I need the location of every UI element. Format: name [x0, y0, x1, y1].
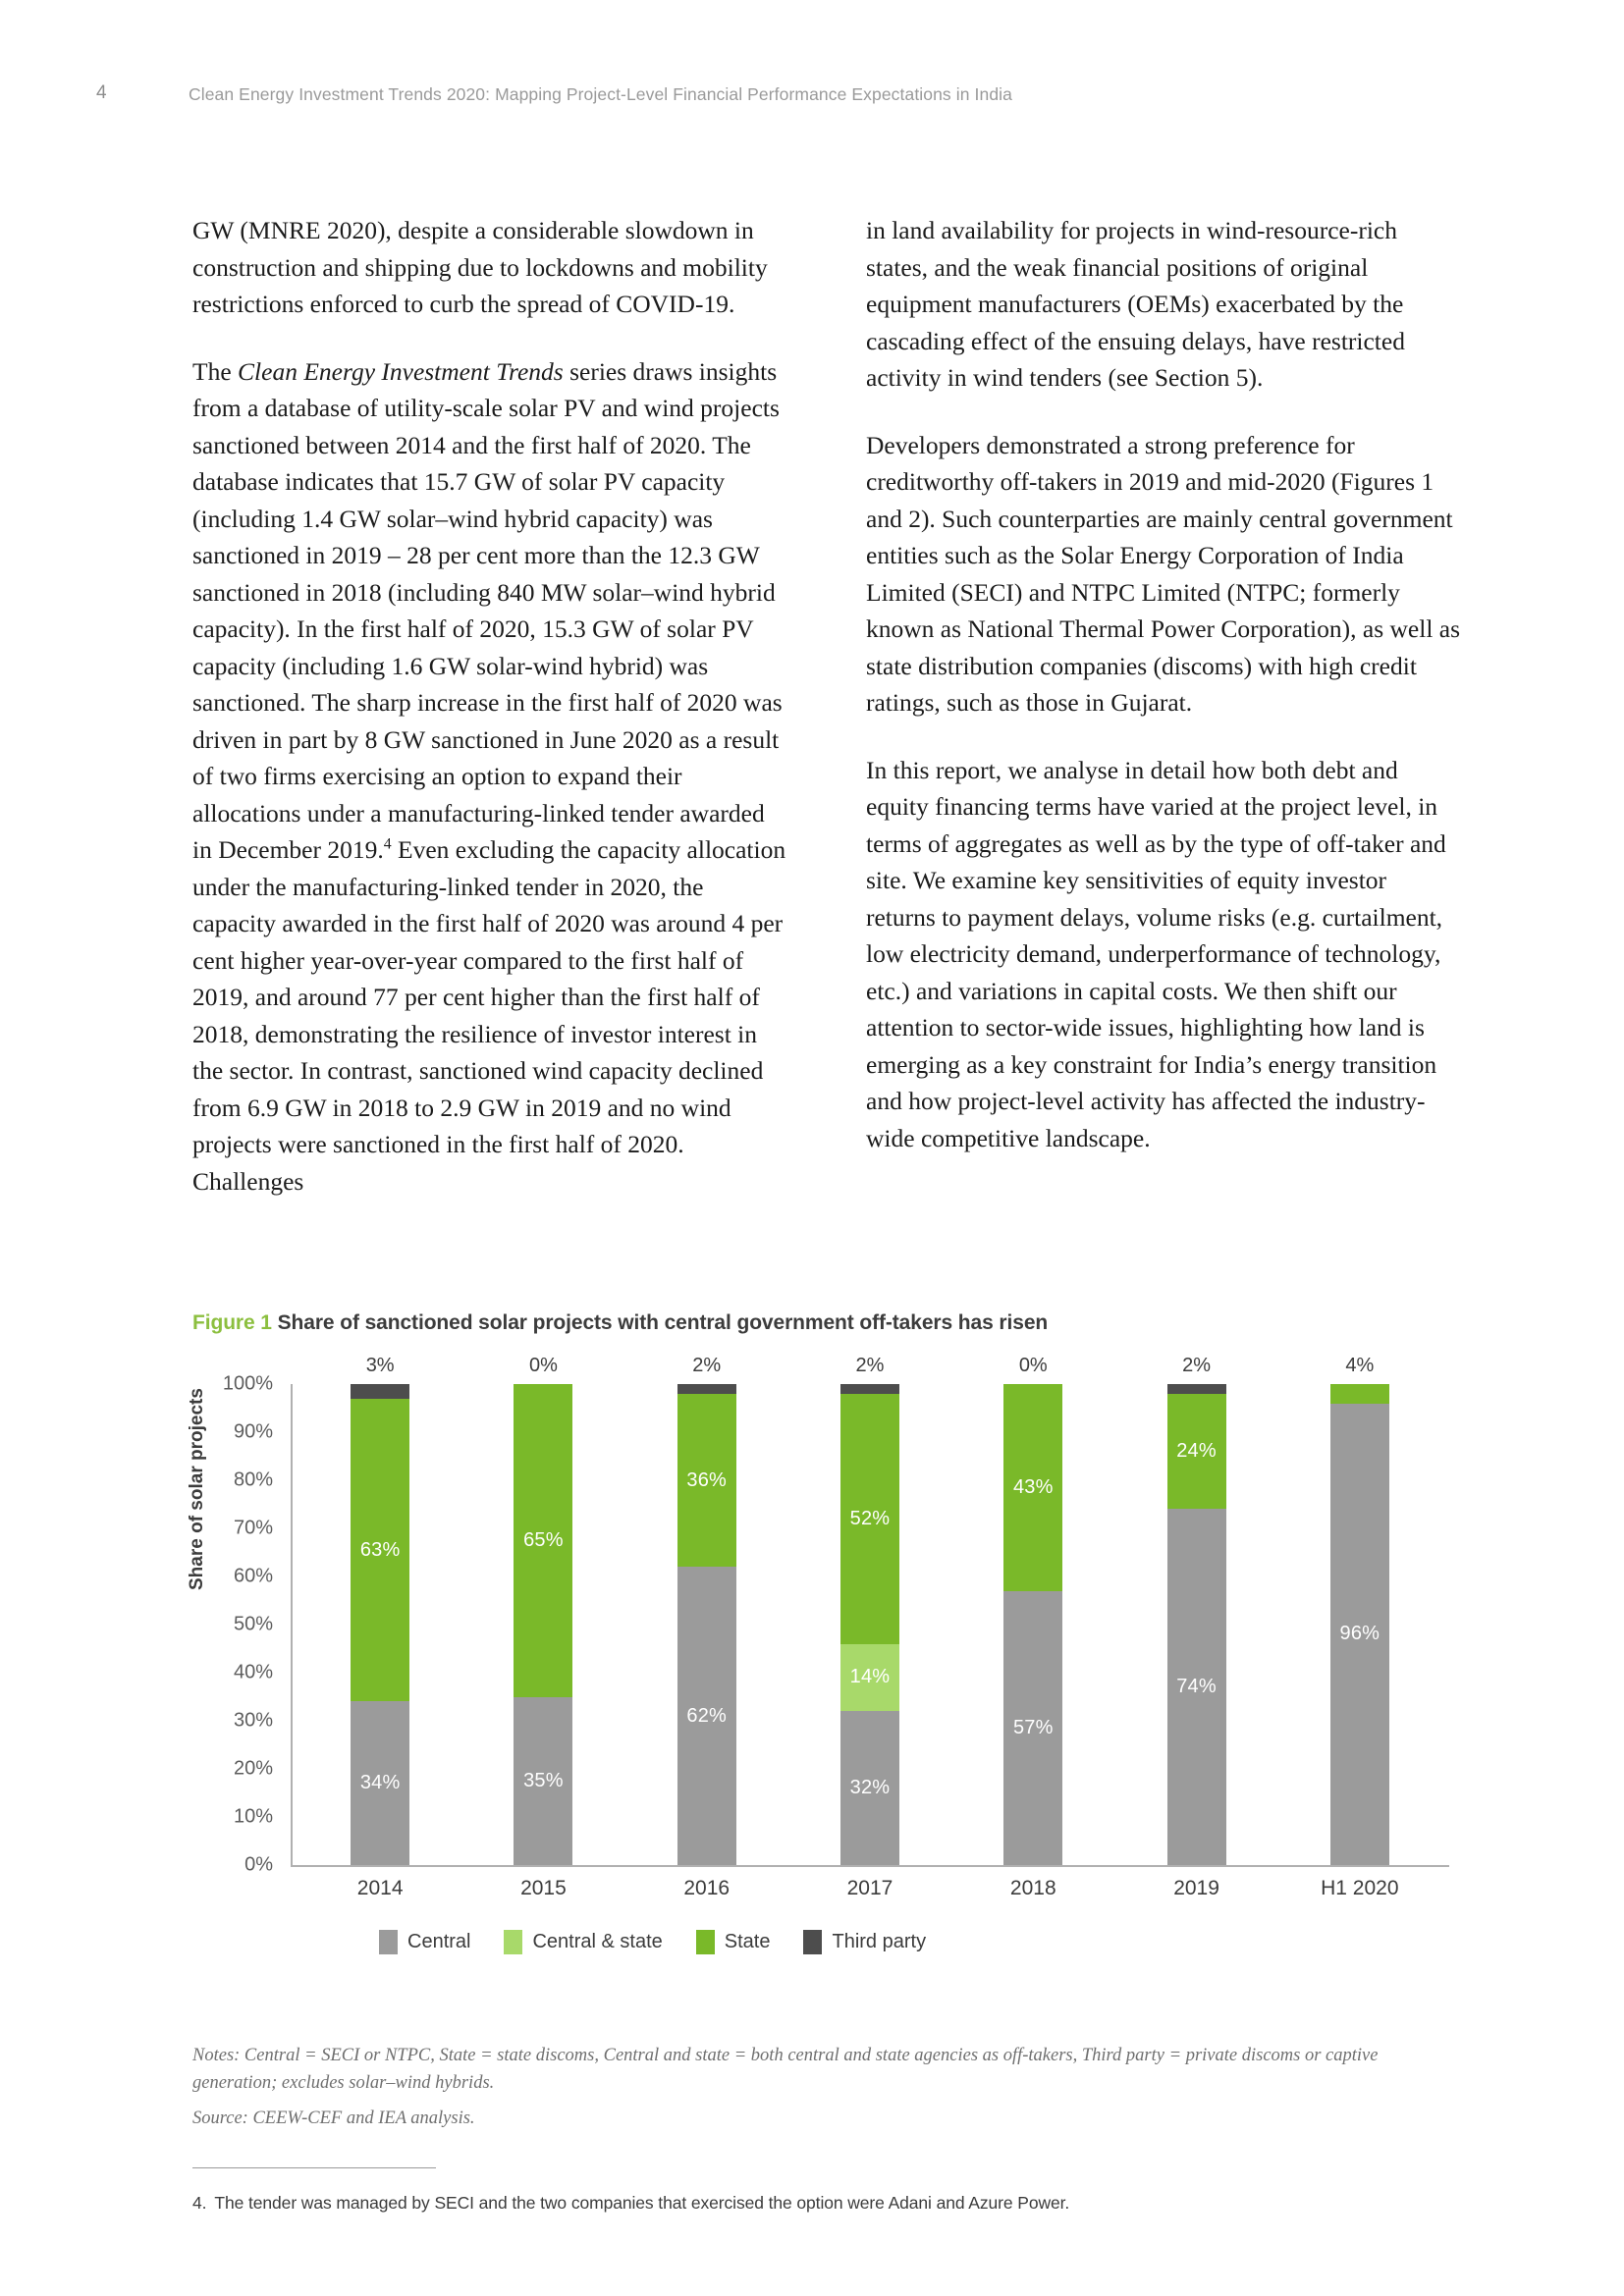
bar-segment-label: 32%: [849, 1777, 891, 1799]
text-run: Developers demonstrated a strong preference for creditworthy off-takers in 2019 and mid-2020 (Figures 1 and 2). Such counterparties are mainly central government entities such as the Solar Energy Corporation of India Limited (SECI) and NTPC Limited (NTPC; formerly known as National Thermal Power Corporation), as well as state distribution companies (discoms) with high credit ratings, such as those in Gujarat.: [866, 430, 1461, 717]
y-axis-tick-label: 100%: [222, 1372, 273, 1395]
y-axis-line: [291, 1384, 293, 1865]
figure-notes: Notes: Central = SECI or NTPC, State = state discoms, Central and state = both central and state agencies as off-takers, Third party = private discoms or captive generation; excludes solar–wind hybrids.: [192, 2046, 1379, 2093]
x-axis-tick-label: H1 2020: [1321, 1877, 1399, 1899]
bar-segment: [1003, 1384, 1062, 1591]
x-axis-tick-label: 2015: [520, 1877, 567, 1899]
bar-segment-label: 52%: [849, 1507, 891, 1529]
bar-segment: [1330, 1404, 1389, 1865]
bar-segment-label: 57%: [1012, 1716, 1054, 1738]
bar-segment: [1330, 1384, 1389, 1404]
bar-segment-label: 65%: [523, 1528, 564, 1551]
bar-group: [298, 1355, 461, 1865]
bar-segment-label: 63%: [359, 1538, 401, 1561]
stacked-bar: [677, 1355, 736, 1865]
bar-segment: [1167, 1384, 1226, 1394]
left-column: [192, 212, 787, 1200]
legend-swatch: [696, 1930, 715, 1954]
bar-segment: [351, 1399, 409, 1702]
bar-group: [788, 1355, 951, 1865]
bar-segment: [514, 1697, 572, 1866]
figure-1: [187, 1311, 1461, 1952]
legend-label: Central & state: [532, 1931, 663, 1952]
bar-segment-label: 24%: [1176, 1440, 1217, 1463]
bar-segment: [351, 1384, 409, 1399]
footnote-4: [192, 2193, 1459, 2214]
y-axis-tick-label: 0%: [244, 1853, 273, 1876]
bar-segment-label: 74%: [1176, 1676, 1217, 1698]
bar-group: [951, 1355, 1114, 1865]
legend-label: Central: [407, 1931, 471, 1952]
paragraph: [866, 212, 1461, 397]
footnote-rule: [192, 2167, 436, 2168]
text-run: In this report, we analyse in detail how both debt and equity financing terms have varied at the project level, in terms of aggregates as well as by the type of off-taker and site. We examine key sensitivities of equity investor returns to payment delays, volume risks (e.g. curtailment, low electricity demand, underperformance of technology, etc.) and variations in capital costs. We then shift our attention to sector-wide issues, highlighting how land is emerging as a key constraint for India’s energy transition and how project-level activity has affected the industry-wide competitive landscape.: [866, 755, 1446, 1152]
bar-segment: [677, 1394, 736, 1567]
right-column: [866, 212, 1461, 1200]
figure-caption-text: Share of sanctioned solar projects with central government off-takers has risen: [277, 1311, 1049, 1334]
text-run: GW (MNRE 2020), despite a considerable slowdown in construction and shipping due to lockdowns and mobility restrictions enforced to curb the spread of COVID-19.: [192, 216, 768, 318]
chart-bars: [298, 1355, 1441, 1865]
text-run: Even excluding the capacity allocation under the manufacturing-linked tender in 2020, the capacity awarded in the first half of 2020 was around 4 per cent higher year-over-year compared to the first half of 2019, and around 77 per cent higher than the first half of 2018, demonstrating the resilience of investor interest in the sector. In contrast, sanctioned wind capacity declined from 6.9 GW in 2018 to 2.9 GW in 2019 and no wind projects were sanctioned in the first half of 2020. Challenges: [192, 835, 786, 1196]
y-axis-tick-label: 60%: [233, 1565, 273, 1587]
bar-top-label: 2%: [855, 1355, 885, 1376]
bar-segment: [1167, 1394, 1226, 1510]
y-axis-tick-label: 40%: [233, 1661, 273, 1683]
y-axis-tick-label: 20%: [233, 1757, 273, 1780]
footnote-text: The tender was managed by SECI and the two companies that exercised the option were Adani and Azure Power.: [214, 2193, 1070, 2213]
y-axis-tick-label: 90%: [233, 1420, 273, 1443]
bar-segment-label: 34%: [359, 1772, 401, 1794]
bar-top-label: 2%: [692, 1355, 722, 1376]
bar-group: [1278, 1355, 1441, 1865]
footnote-marker: 4: [383, 835, 392, 853]
bar-segment: [840, 1384, 899, 1394]
paragraph: [866, 427, 1461, 721]
legend-label: Third party: [832, 1931, 927, 1952]
bar-segment: [677, 1384, 736, 1394]
legend-label: State: [724, 1931, 771, 1952]
legend-swatch: [504, 1930, 522, 1954]
bar-top-label: 0%: [1018, 1355, 1048, 1376]
bar-segment: [1003, 1591, 1062, 1865]
bar-segment-label: 62%: [686, 1704, 728, 1727]
stacked-bar: [1003, 1355, 1062, 1865]
y-axis-title: Share of solar projects: [187, 1388, 207, 1590]
bar-segment-label: 96%: [1339, 1623, 1380, 1645]
y-axis-tick-label: 50%: [233, 1613, 273, 1635]
legend-swatch: [379, 1930, 398, 1954]
bar-top-label: 0%: [528, 1355, 558, 1376]
bar-segment: [1167, 1509, 1226, 1865]
x-axis-ticks: [298, 1877, 1441, 1900]
stacked-bar: [1167, 1355, 1226, 1865]
paragraph: [192, 353, 787, 1201]
stacked-bar: [514, 1355, 572, 1865]
bar-segment-label: 43%: [1012, 1475, 1054, 1498]
bar-group: [625, 1355, 788, 1865]
x-axis-line: [291, 1865, 1449, 1867]
bar-segment-label: 14%: [849, 1666, 891, 1688]
footnote-number: 4.: [192, 2193, 207, 2213]
text-run: series draws insights from a database of utility-scale solar PV and wind projects sanctioned between 2014 and the first half of 2020. The database indicates that 15.7 GW of solar PV capacity (including 1.4 GW solar–wind hybrid capacity) was sanctioned in 2019 – 28 per cent more than the 12.3 GW sanctioned in 2018 (including 840 MW solar–wind hybrid capacity). In the first half of 2020, 15.3 GW of solar PV capacity (including 1.6 GW solar-wind hybrid) was sanctioned. The sharp increase in the first half of 2020 was driven in part by 8 GW sanctioned in June 2020 as a result of two firms exercising an option to expand their allocations under a manufacturing-linked tender awarded in December 2019.: [192, 356, 783, 864]
y-axis-tick-label: 70%: [233, 1517, 273, 1539]
bar-segment: [514, 1384, 572, 1697]
x-axis-tick-label: 2019: [1173, 1877, 1219, 1899]
legend-item[interactable]: [803, 1930, 926, 1954]
bar-segment: [840, 1394, 899, 1644]
stacked-bar: [351, 1355, 409, 1865]
legend-item[interactable]: [696, 1930, 771, 1954]
text-run: in land availability for projects in wind-resource-rich states, and the weak financial positions of original equipment manufacturers (OEMs) exacerbated by the cascading effect of the ensuing delays, have restricted activity in wind tenders (see Section 5).: [866, 216, 1405, 392]
body-columns: [192, 212, 1461, 1200]
bar-segment-label: 36%: [686, 1468, 728, 1491]
bar-segment: [840, 1711, 899, 1865]
x-axis-tick-label: 2018: [1009, 1877, 1056, 1899]
x-axis-tick-label: 2017: [846, 1877, 893, 1899]
bar-segment-label: 35%: [523, 1769, 564, 1791]
figure-number: Figure 1: [192, 1311, 272, 1334]
figure-source: Source: CEEW-CEF and IEA analysis.: [192, 2109, 475, 2128]
paragraph: [192, 212, 787, 323]
stacked-bar: [840, 1355, 899, 1865]
y-axis-ticks: [192, 1372, 287, 1876]
legend-swatch: [803, 1930, 822, 1954]
figure-caption: [192, 1311, 1461, 1335]
stacked-bar: [1330, 1355, 1389, 1865]
legend-item[interactable]: [504, 1930, 662, 1954]
text-run: The: [192, 356, 239, 386]
bar-group: [1114, 1355, 1277, 1865]
chart-stacked-bar: [187, 1355, 1461, 1952]
y-axis-tick-label: 10%: [233, 1805, 273, 1828]
y-axis-tick-label: 30%: [233, 1709, 273, 1732]
x-axis-tick-label: 2016: [683, 1877, 731, 1899]
legend-item[interactable]: [379, 1930, 470, 1954]
bar-segment: [677, 1567, 736, 1865]
y-axis-tick-label: 80%: [233, 1468, 273, 1491]
bar-segment: [351, 1701, 409, 1865]
bar-group: [461, 1355, 624, 1865]
bar-top-label: 3%: [365, 1355, 395, 1376]
bar-segment: [840, 1644, 899, 1712]
x-axis-tick-label: 2014: [356, 1877, 404, 1899]
paragraph: [866, 752, 1461, 1157]
bar-top-label: 4%: [1345, 1355, 1375, 1376]
bar-top-label: 2%: [1182, 1355, 1211, 1376]
running-title: Clean Energy Investment Trends 2020: Mapping Project-Level Financial Performance Expectations in India: [189, 84, 1012, 104]
chart-legend: [379, 1930, 926, 1954]
running-header: [0, 82, 1624, 112]
page-number: 4: [96, 82, 107, 103]
italic-title: Clean Energy Investment Trends: [238, 356, 564, 386]
